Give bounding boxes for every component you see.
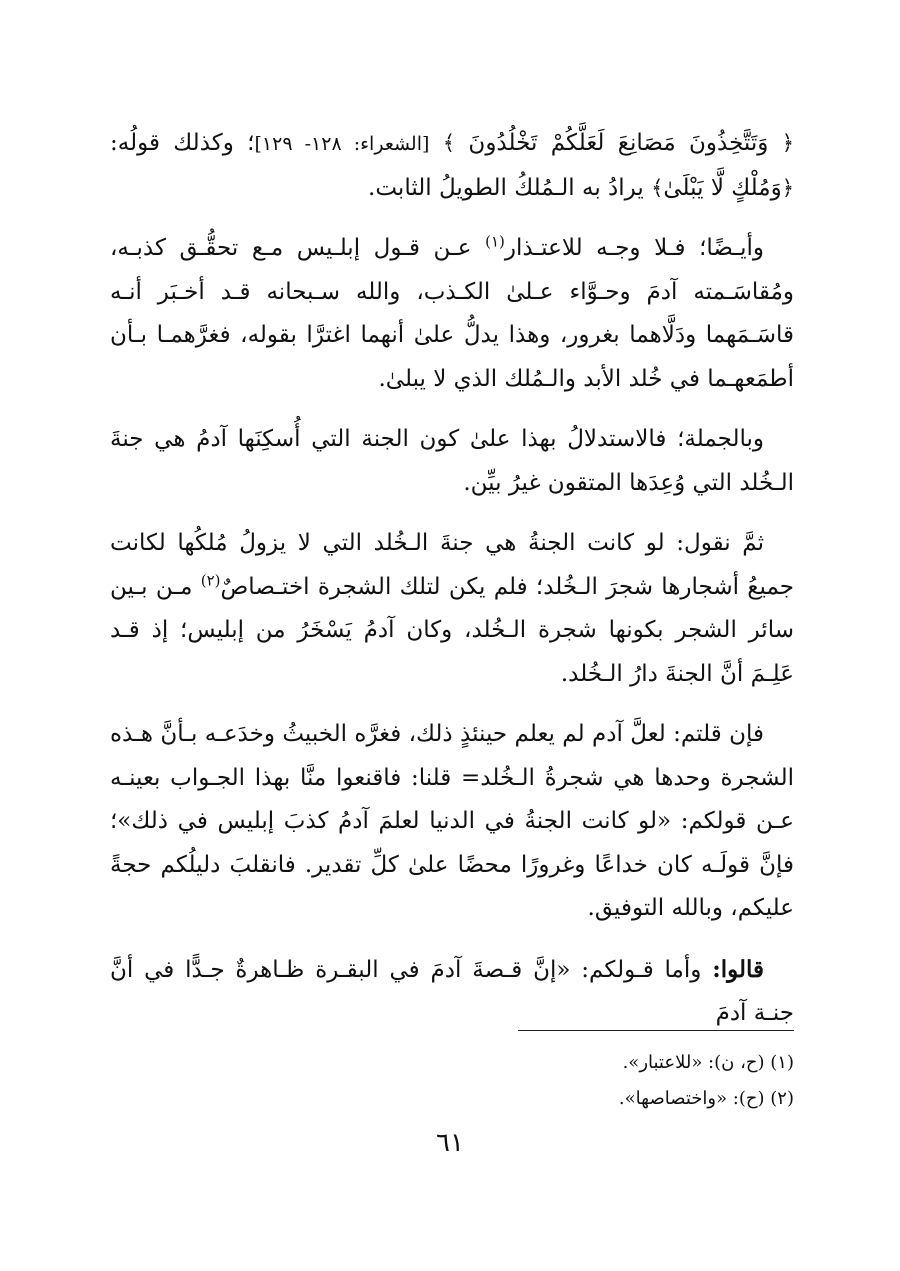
main-text [110, 122, 794, 1053]
paragraph-4 [110, 522, 794, 696]
paragraph-3: وبالجملة؛ فالاستدلالُ بهذا علىٰ كون الجنة التي أُسكِنَها آدمُ هي جنةَ الـخُلد التي وُعِدَها المتقون غيرُ بيِّن. [110, 426, 794, 496]
footnote-2 [300, 1081, 794, 1117]
footnote-ref-2[interactable]: (٢) [200, 570, 221, 589]
paragraph-6-text: وأما قـولكم: «إنَّ قـصةَ آدمَ في البقـرة ظـاهرةٌ جـدًّا في أنَّ جنـة آدمَ [110, 956, 794, 1026]
quran-verse: وَتَتَّخِذُونَ مَصَانِعَ لَعَلَّكُمْ تَخْلُدُونَ [468, 130, 769, 156]
quran-bracket-close: ﴾ [442, 131, 456, 155]
paragraph-6 [110, 948, 794, 1036]
paragraph-4-text-b: مـن بـين سائر الشجر بكونها شجرة الـخُلد، وكان آدمُ يَسْخَرُ من إبليس؛ إذ قـد عَلِـمَ أنَّ الجنةَ دارُ الـخُلد. [110, 573, 794, 687]
footnote-1 [300, 1045, 794, 1081]
footnotes [300, 1045, 794, 1117]
paragraph-1-text-a: ؛ وكذلك قولُه: [110, 130, 255, 156]
paragraph-5: فإن قلتم: لعلَّ آدم لم يعلم حينئذٍ ذلك، فغرَّه الخبيثُ وخدَعـه بـأنَّ هـذه الشجرة وحدها هي شجرةُ الـخُلد= قلنا: فاقنعوا منَّا بهذا الجـواب بعينـه عـن قولكم: «لو كانت الجنةُ في الدنيا لعلمَ آدمُ كذبَ إبليس في ذلك»؛ فإنَّ قولَـه كان خداعًا وغرورًا محضًا علىٰ كلِّ تقدير. فانقلبَ دليلُكم حجةً عليكم، وبالله التوفيق. [110, 721, 794, 921]
paragraph-1-text-b: يرادُ به الـمُلكُ الطويلُ الثابت. [368, 174, 644, 201]
quran-verse-2: وَمُلْكٍ لَّا يَبْلَىٰ [663, 174, 782, 201]
paragraph-2 [110, 227, 794, 401]
quran-bracket-open: ﴿ [781, 131, 795, 155]
paragraph-6-lead: قالوا: [712, 955, 765, 983]
quran-bracket-open-2: ﴿ [781, 175, 794, 200]
footnote-1-number: (١) [770, 1052, 794, 1073]
paragraph-2-text-a: وأيـضًا؛ فـلا وجـه للاعتـذار [504, 235, 765, 261]
footnote-ref-1[interactable]: (١) [485, 232, 505, 251]
verse-reference: [الشعراء: ١٢٨- ١٢٩] [254, 133, 430, 155]
paragraph-1 [110, 122, 794, 210]
page-number: ٦١ [436, 1128, 464, 1158]
paragraph-4-text-a: ثمَّ نقول: لو كانت الجنةُ هي جنةَ الـخُلد التي لا يزولُ مُلكُها لكانت جميعُ أشجارها شجرَ الـخُلد؛ فلم يكن لتلك الشجرة اختـصاصٌ [110, 530, 794, 600]
footnote-2-number: (٢) [770, 1088, 794, 1109]
footnote-2-text: (ح): «واختصاصها». [618, 1088, 765, 1109]
paragraph-2-text-b: عـن قـول إبلـيس مـع تحقُّـق كذبـه، ومُقاسَـمته آدمَ وحـوَّاء عـلىٰ الكـذب، والله سـبحانه قـد أخـبَر أنـه قاسَـمَهما ودَلَّاهما بغرور، وهذا يدلُّ علىٰ أنهما اغترَّا بقوله، فغرَّهمـا بـأن أطمَعهـما في خُلد الأبد والـمُلك الذي لا يبلىٰ. [110, 235, 794, 392]
quran-bracket-close-2: ﴾ [651, 175, 664, 200]
footnote-separator [518, 1030, 794, 1031]
footnote-1-text: (ح، ن): «للاعتبار». [622, 1052, 765, 1073]
